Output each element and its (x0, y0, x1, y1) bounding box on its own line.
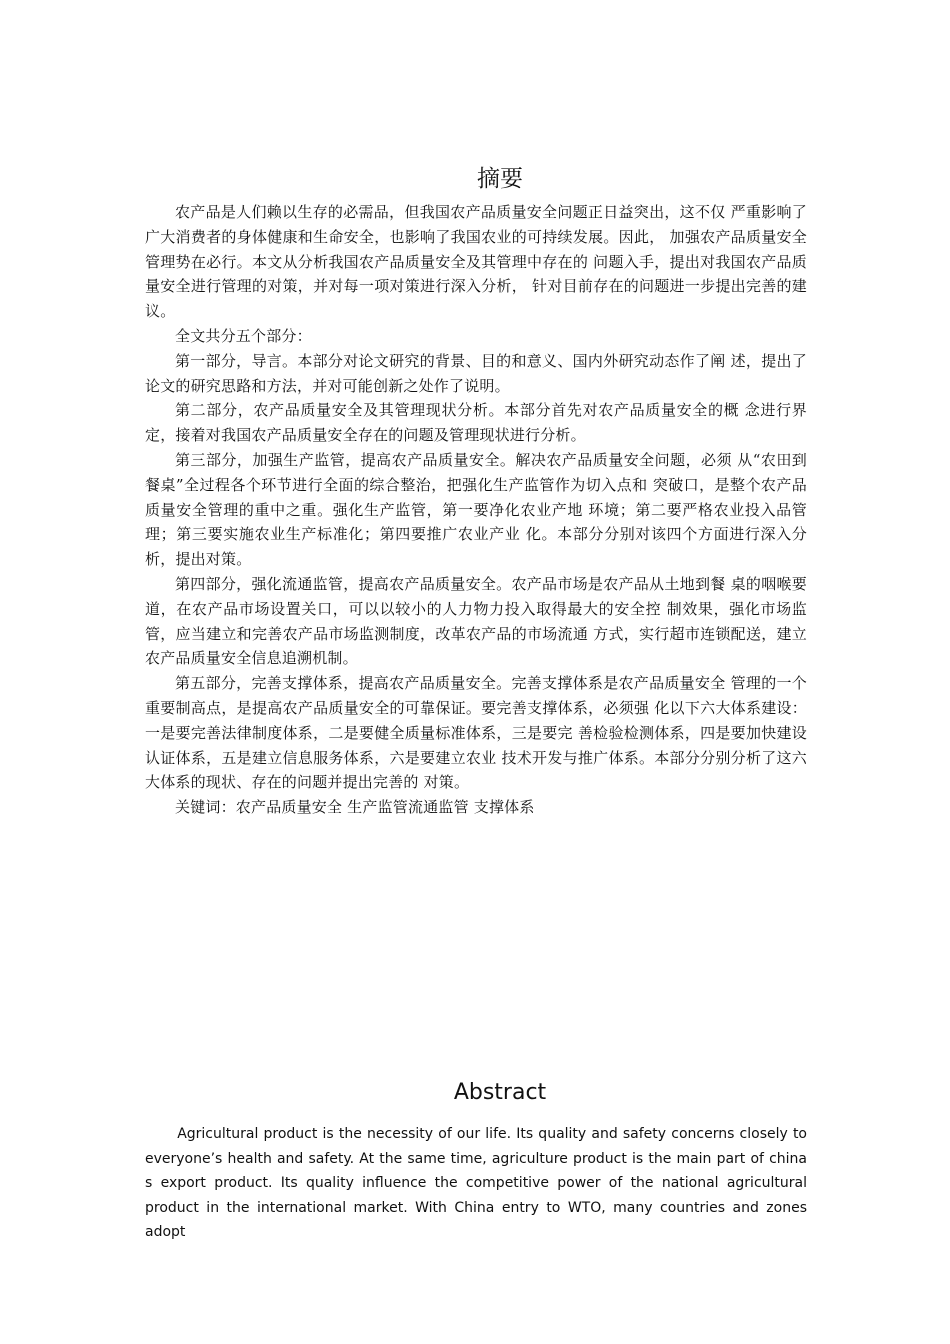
chinese-paragraph-part-four: 第四部分，强化流通监管，提高农产品质量安全。农产品市场是农产品从土地到餐 桌的咽喉要道，在农产品市场设置关口，可以以较小的人力物力投入取得最大的安全控 制效果，强化市场监管，应当建立和完善农产品市场监测制度，改革农产品的市场流通 方式，实行超市连锁配送，建立农产品质量安全信息追溯机制。 (145, 574, 807, 668)
chinese-abstract-title: 摘要 (477, 166, 523, 192)
chinese-paragraph-part-one: 第一部分，导言。本部分对论文研究的背景、目的和意义、国内外研究动态作了阐 述，提出了论文的研究思路和方法，并对可能创新之处作了说明。 (145, 351, 807, 395)
english-abstract-title: Abstract (453, 1080, 547, 1105)
chinese-paragraph-part-two: 第二部分，农产品质量安全及其管理现状分析。本部分首先对农产品质量安全的概 念进行界定，接着对我国农产品质量安全存在的问题及管理现状进行分析。 (145, 401, 807, 445)
chinese-paragraph-intro: 农产品是人们赖以生存的必需品，但我国农产品质量安全问题正日益突出，这不仅 严重影响了广大消费者的身体健康和生命安全，也影响了我国农业的可持续发展。因此， 加强农产品质量安全管理势在必行。本文从分析我国农产品质量安全及其管理中存在的 问题入手，提出对我国农产品质量安全进行管理的对策，并对每一项对策进行深入分析， 针对目前存在的问题进一步提出完善的建议。 (145, 203, 807, 321)
chinese-keywords: 关键词：农产品质量安全 生产监管流通监管 支撑体系 (175, 798, 535, 817)
english-abstract-body (145, 1122, 807, 1245)
english-paragraph-intro: Agricultural product is the necessity of our life. Its quality and safety concerns closely to everyone’s health and safety. At the same time, agriculture product is the main part of china s export product. Its quality influence the competitive power of the national agricultural product in the international market. With China entry to WTO, many countries and zones adopt (145, 1126, 807, 1241)
chinese-paragraph-structure: 全文共分五个部分： (175, 326, 312, 345)
chinese-abstract-body (145, 200, 807, 820)
chinese-paragraph-part-three: 第三部分，加强生产监管，提高农产品质量安全。解决农产品质量安全问题，必须 从“农田到餐桌”全过程各个环节进行全面的综合整治，把强化生产监管作为切入点和 突破口，是整个农产品质量安全管理的重中之重。强化生产监管，第一要净化农业产地 环境；第二要严格农业投入品管理；第三要实施农业生产标准化；第四要推广农业产业 化。本部分分别对该四个方面进行深入分析，提出对策。 (145, 450, 807, 569)
chinese-paragraph-part-five: 第五部分，完善支撑体系，提高农产品质量安全。完善支撑体系是农产品质量安全 管理的一个重要制高点，是提高农产品质量安全的可靠保证。要完善支撑体系，必须强 化以下六大体系建设：一是要完善法律制度体系，二是要健全质量标准体系，三是要完 善检验检测体系，四是要加快建设认证体系，五是建立信息服务体系，六是要建立农业 技术开发与推广体系。本部分分别分析了这六大体系的现状、存在的问题并提出完善的 对策。 (145, 674, 807, 792)
